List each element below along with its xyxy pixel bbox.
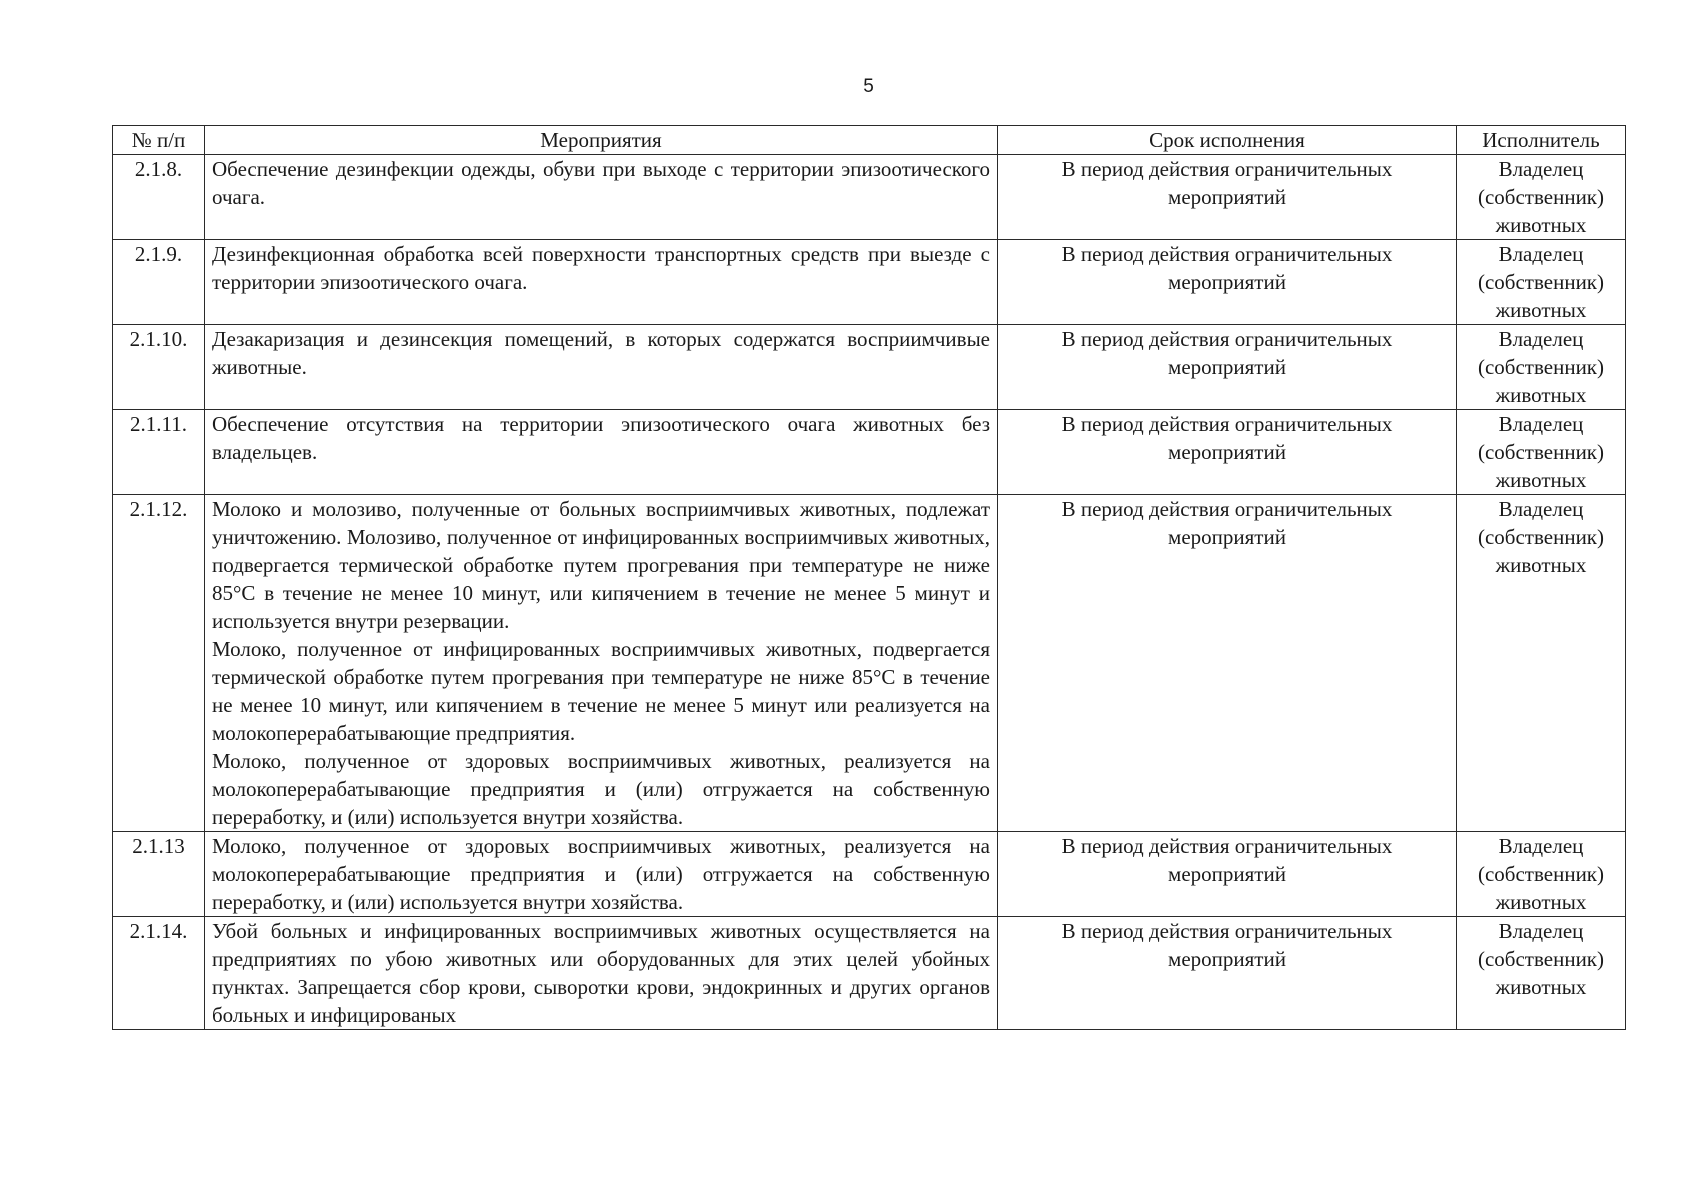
term-text: В период действия ограничительных мероприятий (998, 325, 1457, 410)
row-number: 2.1.12. (113, 495, 205, 832)
term-text: В период действия ограничительных мероприятий (998, 495, 1457, 832)
table-row (113, 240, 1626, 325)
row-number: 2.1.8. (113, 155, 205, 240)
measure-text (205, 832, 998, 917)
executor-text: Владелец (собственник) животных (1457, 325, 1626, 410)
measure-paragraph: Молоко, полученное от инфицированных восприимчивых животных, подвергается термической обработке путем прогревания при температуре не ниже 85°С в течение не менее 10 минут, или кипячением в течение не менее 5 минут или реализуется на молокоперерабатывающие предприятия. (212, 637, 990, 745)
table-row (113, 495, 1626, 832)
executor-text: Владелец (собственник) животных (1457, 410, 1626, 495)
measure-paragraph: Убой больных и инфицированных восприимчивых животных осуществляется на предприятиях по убою животных или оборудованных для этих целей убойных пунктах. Запрещается сбор крови, сыворотки крови, эндокринных и других органов больных и инфицированых (212, 919, 990, 1027)
table-row (113, 917, 1626, 1030)
row-number: 2.1.10. (113, 325, 205, 410)
measure-paragraph: Дезинфекционная обработка всей поверхности транспортных средств при выезде с территории эпизоотического очага. (212, 242, 990, 294)
header-row (113, 126, 1626, 155)
table-row (113, 325, 1626, 410)
header-num: № п/п (113, 126, 205, 155)
measure-text (205, 155, 998, 240)
term-text: В период действия ограничительных мероприятий (998, 832, 1457, 917)
table-row (113, 410, 1626, 495)
executor-text: Владелец (собственник) животных (1457, 155, 1626, 240)
measure-paragraph: Обеспечение отсутствия на территории эпизоотического очага животных без владельцев. (212, 412, 990, 464)
measure-paragraph: Молоко, полученное от здоровых восприимчивых животных, реализуется на молокоперерабатывающие предприятия и (или) отгружается на собственную переработку, и (или) используется внутри хозяйства. (212, 749, 990, 829)
table-row (113, 832, 1626, 917)
measure-text (205, 240, 998, 325)
term-text: В период действия ограничительных мероприятий (998, 155, 1457, 240)
row-number: 2.1.13 (113, 832, 205, 917)
measure-text (205, 325, 998, 410)
measure-paragraph: Дезакаризация и дезинсекция помещений, в которых содержатся восприимчивые животные. (212, 327, 990, 379)
term-text: В период действия ограничительных мероприятий (998, 410, 1457, 495)
executor-text: Владелец (собственник) животных (1457, 495, 1626, 832)
measures-table (112, 125, 1626, 1030)
header-term: Срок исполнения (998, 126, 1457, 155)
measure-paragraph: Молоко, полученное от здоровых восприимчивых животных, реализуется на молокоперерабатывающие предприятия и (или) отгружается на собственную переработку, и (или) используется внутри хозяйства. (212, 834, 990, 914)
term-text: В период действия ограничительных мероприятий (998, 240, 1457, 325)
executor-text: Владелец (собственник) животных (1457, 240, 1626, 325)
executor-text: Владелец (собственник) животных (1457, 917, 1626, 1030)
term-text: В период действия ограничительных мероприятий (998, 917, 1457, 1030)
table-body (113, 155, 1626, 1030)
header-executor: Исполнитель (1457, 126, 1626, 155)
measure-paragraph: Молоко и молозиво, полученные от больных восприимчивых животных, подлежат уничтожению. Молозиво, полученное от инфицированных восприимчивых животных, подвергается термической обработке путем прогревания при температуре не ниже 85°С в течение не менее 10 минут, или кипячением в течение не менее 5 минут и используется внутри резервации. (212, 497, 990, 633)
measure-text (205, 410, 998, 495)
executor-text: Владелец (собственник) животных (1457, 832, 1626, 917)
table-row (113, 155, 1626, 240)
row-number: 2.1.14. (113, 917, 205, 1030)
header-measures: Мероприятия (205, 126, 998, 155)
row-number: 2.1.11. (113, 410, 205, 495)
measure-text (205, 917, 998, 1030)
table-header (113, 126, 1626, 155)
measure-paragraph: Обеспечение дезинфекции одежды, обуви при выходе с территории эпизоотического очага. (212, 157, 990, 209)
row-number: 2.1.9. (113, 240, 205, 325)
page-number: 5 (863, 76, 874, 97)
measure-text (205, 495, 998, 832)
